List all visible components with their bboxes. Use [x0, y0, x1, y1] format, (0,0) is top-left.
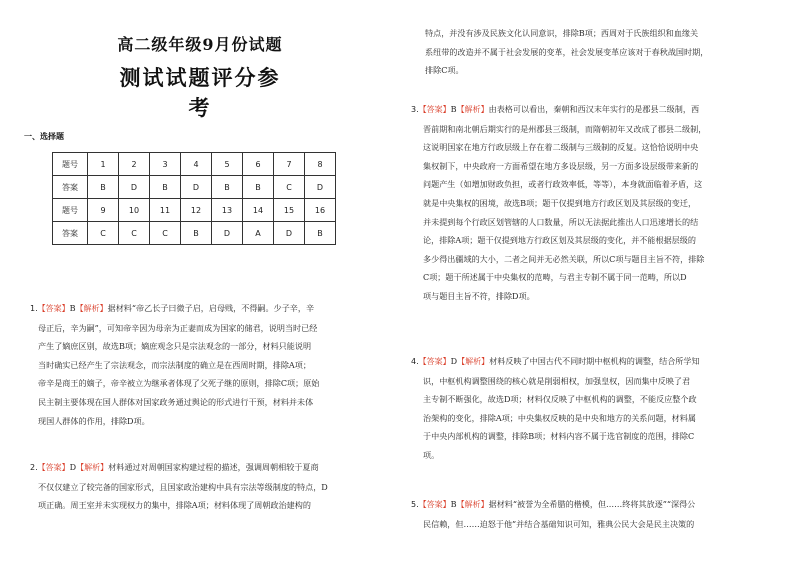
- section-heading: 一、选择题: [24, 132, 64, 141]
- question-number: 2.: [30, 463, 38, 472]
- table-cell: 15: [274, 199, 305, 222]
- question-line: 主专制不断强化，故选D项；材料仅反映了中枢机构的调整，不能反应整个政: [423, 394, 697, 405]
- table-cell: 16: [305, 199, 336, 222]
- question-text: 据材料“被誉为全希腊的楷模，但……终将其放逐”“深得公: [488, 499, 696, 509]
- question-line: 民信赖，但……迫怒于他”并结合基础知识可知，雅典公民大会是民主决策的: [423, 518, 695, 529]
- answer-tag: 【答案】: [37, 463, 70, 472]
- page-title: 高二级年级9月份试题: [117, 35, 283, 54]
- question-number: 1.: [30, 304, 38, 313]
- question-text: 材料通过对周朝国家构建过程的描述，强调周朝相较于夏商: [108, 462, 319, 472]
- question-line: 晋前期和南北朝后期实行的是州郡县三级制，而隋朝初年又改成了郡县二级制，: [423, 123, 707, 134]
- question-number: 4.: [411, 357, 419, 366]
- table-cell: 题号: [53, 199, 88, 222]
- question-line: 项。: [423, 449, 440, 460]
- question-line: 问题产生（如增加财政负担，或者行政效率低，等等），本身就面临着矛盾，这: [423, 179, 703, 190]
- question-line: 多少得出疆域的大小，二者之间并无必然关联，所以C项与题目主旨不符，排除: [423, 253, 705, 264]
- question-line: [411, 100, 706, 120]
- table-cell: D: [274, 222, 305, 245]
- question-line: 治架构的变化，排除A项；中央集权反映的是中央和地方的关系问题，材料属: [423, 412, 696, 423]
- answer-letter: D: [450, 356, 458, 366]
- question-continuation: [425, 24, 708, 80]
- question-line: 就是中央集权的困境，故选B项；题干仅提到地方行政区划及其层级的变迁，: [423, 197, 697, 208]
- table-cell: B: [305, 222, 336, 245]
- question-line: 系纽带的改造并不属于社会发展的变革，社会发展变革应该对于春秋战国时期，: [425, 46, 709, 57]
- question-text: 由表格可以看出，秦朝和西汉末年实行的是郡县二级制，西: [488, 104, 700, 114]
- analysis-tag: 【解析】: [76, 463, 109, 472]
- table-cell: D: [305, 176, 336, 199]
- table-cell: C: [119, 222, 150, 245]
- question-line: 产生了嫡庶区别，故选B项；嫡庶观念只是宗法观念的一部分，材料只能说明: [38, 341, 312, 352]
- question-line: 当时确实已经产生了宗法观念，而宗法制度的确立是在西周时期，排除A项；: [38, 359, 311, 370]
- answer-tag: 【答案】: [418, 357, 451, 366]
- question-line: 识，中枢机构调整围绕的核心就是削弱相权，加强皇权，因而集中反映了君: [423, 375, 691, 386]
- question-line: [411, 495, 695, 515]
- question-line: 项与题目主旨不符，排除D项。: [423, 290, 535, 301]
- question-line: 并未提到每个行政区划管辖的人口数量，所以无法据此推出人口迅速增长的结: [423, 216, 699, 227]
- answer-letter: B: [450, 499, 457, 509]
- table-cell: C: [88, 222, 119, 245]
- question-line: 集权制下，中央政府一方面希望在地方多设层级，另一方面多设层级带来新的: [423, 160, 699, 171]
- analysis-tag: 【解析】: [456, 105, 489, 114]
- analysis-tag: 【解析】: [456, 500, 489, 509]
- table-cell: 7: [274, 153, 305, 176]
- question-line: 这说明国家在地方行政层级上存在着二级制与三级制的反复。这恰恰说明中央: [423, 142, 699, 153]
- question-line: 民主制主要体现在国人群体对国家政务通过舆论的形式进行干预，材料并未体: [38, 396, 314, 407]
- question-line: [411, 352, 700, 372]
- question-line: 母正后，辛为嗣”，可知帝辛因为母亲为正妻而成为国家的储君，说明当时已经: [38, 322, 318, 333]
- question-number: 5.: [411, 500, 419, 509]
- question-line: [30, 458, 328, 478]
- table-cell: 14: [243, 199, 274, 222]
- table-cell: 13: [212, 199, 243, 222]
- table-cell: D: [119, 176, 150, 199]
- question-5: [411, 495, 695, 533]
- question-line: 于中央内部机构的调整，排除B项；材料内容不属于选官制度的范围，排除C: [423, 431, 695, 442]
- question-line: 特点，并没有涉及民族文化认同意识，排除B项；西周对于氏族组织和血缘关: [425, 28, 699, 38]
- question-line: 不仅仅建立了较完备的国家形式，且国家政治建构中具有宗法等级制度的特点，D: [38, 481, 328, 492]
- analysis-tag: 【解析】: [457, 357, 490, 366]
- question-text: 材料反映了中国古代不同时期中枢机构的调整，结合所学知: [489, 356, 700, 366]
- table-cell: A: [243, 222, 274, 245]
- question-line: C项；题干所述属于中央集权的范畴，与君主专制不属于同一范畴，所以D: [423, 272, 687, 283]
- table-cell: 11: [150, 199, 181, 222]
- question-line: 论，排除A项；题干仅提到地方行政区划及其层级的变化，并不能根据层级的: [423, 235, 696, 246]
- table-cell: 12: [181, 199, 212, 222]
- table-cell: C: [274, 176, 305, 199]
- table-row: [53, 153, 336, 176]
- table-cell: 答案: [53, 222, 88, 245]
- question-1: [30, 299, 319, 430]
- table-cell: C: [150, 222, 181, 245]
- table-cell: B: [181, 222, 212, 245]
- analysis-tag: 【解析】: [75, 304, 108, 313]
- answer-tag: 【答案】: [37, 304, 70, 313]
- table-cell: 3: [150, 153, 181, 176]
- table-cell: 6: [243, 153, 274, 176]
- table-cell: 9: [88, 199, 119, 222]
- table-cell: 1: [88, 153, 119, 176]
- table-cell: B: [243, 176, 274, 199]
- question-number: 3.: [411, 105, 419, 114]
- answer-letter: B: [69, 303, 76, 313]
- table-cell: B: [212, 176, 243, 199]
- table-row: [53, 222, 336, 245]
- table-cell: D: [181, 176, 212, 199]
- question-line: [30, 299, 319, 319]
- answer-letter: B: [450, 104, 457, 114]
- question-line: 项正确。周王室并未实现权力的集中，排除A项；材料体现了周朝政治建构的: [38, 500, 311, 511]
- answer-table: [52, 152, 336, 245]
- question-2: [30, 458, 328, 515]
- question-text: 据材料“帝乙长子曰微子启，启母贱，不得嗣。少子辛，辛: [107, 303, 315, 313]
- table-cell: 2: [119, 153, 150, 176]
- question-line: 现国人群体的作用，排除D项。: [38, 415, 150, 426]
- table-cell: 10: [119, 199, 150, 222]
- page-subtitle: 测试试题评分参考: [119, 65, 281, 120]
- question-4: [411, 352, 700, 465]
- question-line: 排除C项。: [425, 65, 464, 76]
- table-cell: 答案: [53, 176, 88, 199]
- table-cell: D: [212, 222, 243, 245]
- answer-letter: D: [69, 462, 77, 472]
- table-cell: 题号: [53, 153, 88, 176]
- table-cell: B: [150, 176, 181, 199]
- answer-tag: 【答案】: [418, 105, 451, 114]
- table-row: [53, 199, 336, 222]
- table-cell: 4: [181, 153, 212, 176]
- question-3: [411, 100, 706, 306]
- table-cell: 5: [212, 153, 243, 176]
- table-cell: B: [88, 176, 119, 199]
- answer-tag: 【答案】: [418, 500, 451, 509]
- table-cell: 8: [305, 153, 336, 176]
- question-line: 帝辛是商王的嫡子，帝辛被立为继承者体现了父死子继的原则，排除C项；原始: [38, 378, 320, 389]
- table-row: [53, 176, 336, 199]
